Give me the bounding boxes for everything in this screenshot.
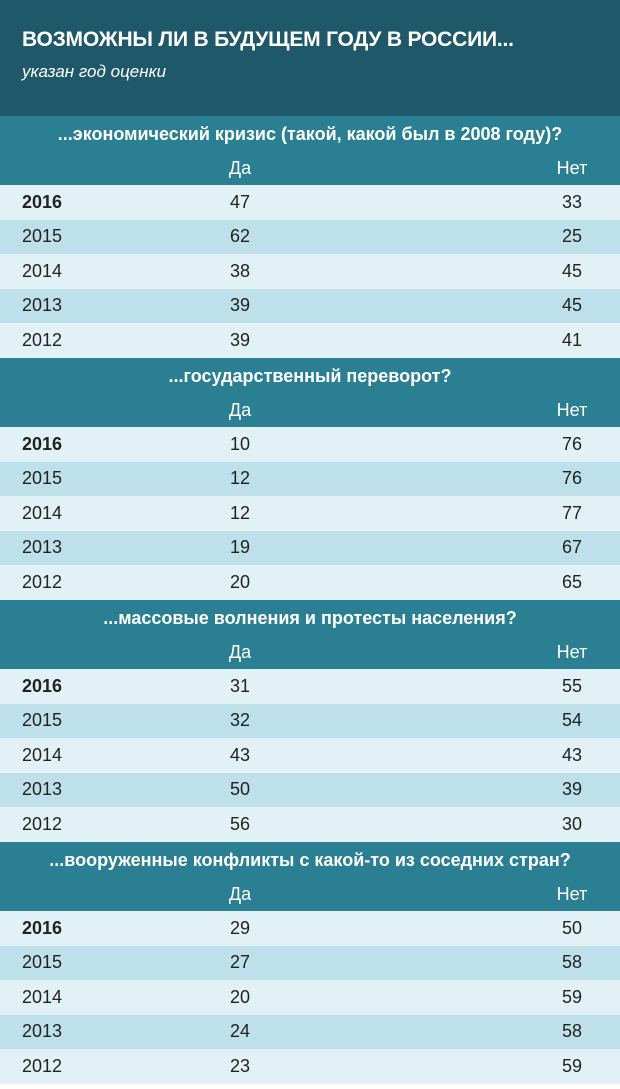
yes-value-cell: 29 bbox=[229, 917, 251, 938]
table-row bbox=[0, 289, 620, 324]
yes-value-cell: 10 bbox=[229, 433, 251, 454]
no-value-cell: 33 bbox=[561, 191, 583, 212]
year-cell: 2014 bbox=[22, 502, 63, 523]
no-value-cell: 59 bbox=[561, 1056, 583, 1076]
no-value-cell: 67 bbox=[561, 537, 583, 558]
year-cell: 2015 bbox=[22, 226, 63, 247]
no-value-cell: 76 bbox=[561, 468, 583, 489]
no-value-cell: 30 bbox=[561, 814, 583, 834]
year-cell: 2014 bbox=[22, 744, 63, 765]
table-row bbox=[0, 669, 620, 704]
yes-value-cell: 43 bbox=[229, 744, 251, 765]
year-cell: 2015 bbox=[22, 468, 63, 489]
year-cell: 2013 bbox=[22, 295, 63, 316]
table-row bbox=[0, 531, 620, 566]
year-cell: 2013 bbox=[22, 779, 63, 800]
yes-value-cell: 23 bbox=[229, 1056, 251, 1076]
year-cell: 2016 bbox=[22, 675, 63, 696]
question-title: ...массовые волнения и протесты населения? bbox=[0, 600, 620, 636]
year-cell: 2013 bbox=[22, 537, 63, 558]
question-section bbox=[0, 358, 620, 600]
no-value-cell: 58 bbox=[561, 952, 583, 973]
yes-value-cell: 62 bbox=[229, 226, 251, 247]
year-cell: 2014 bbox=[22, 986, 63, 1007]
column-header-yes: Да bbox=[228, 884, 252, 904]
question-title: ...экономический кризис (такой, какой был в 2008 году)? bbox=[0, 116, 620, 152]
table-header bbox=[0, 0, 620, 116]
year-cell: 2016 bbox=[22, 917, 63, 938]
column-header-no: Нет bbox=[556, 642, 588, 662]
yes-value-cell: 39 bbox=[229, 330, 251, 350]
yes-value-cell: 50 bbox=[229, 779, 251, 800]
no-value-cell: 45 bbox=[561, 260, 583, 281]
no-value-cell: 58 bbox=[561, 1021, 583, 1042]
table-row bbox=[0, 773, 620, 808]
no-value-cell: 41 bbox=[561, 330, 583, 350]
no-value-cell: 25 bbox=[561, 226, 583, 247]
page-title: ВОЗМОЖНЫ ЛИ В БУДУЩЕМ ГОДУ В РОССИИ... bbox=[22, 28, 514, 51]
yes-value-cell: 32 bbox=[229, 710, 251, 731]
yes-value-cell: 19 bbox=[229, 537, 251, 558]
year-cell: 2016 bbox=[22, 433, 63, 454]
question-section bbox=[0, 600, 620, 842]
yes-value-cell: 47 bbox=[229, 191, 251, 212]
no-value-cell: 50 bbox=[561, 917, 583, 938]
no-value-cell: 59 bbox=[561, 986, 583, 1007]
column-header-row bbox=[0, 152, 620, 185]
question-title: ...вооруженные конфликты с какой-то из соседних стран? bbox=[0, 842, 620, 878]
page-subtitle: указан год оценки bbox=[22, 62, 167, 81]
year-cell: 2016 bbox=[22, 191, 63, 212]
column-header-no: Нет bbox=[556, 884, 588, 904]
no-value-cell: 43 bbox=[561, 744, 583, 765]
table-row bbox=[0, 807, 620, 842]
column-header-row bbox=[0, 878, 620, 911]
year-cell: 2015 bbox=[22, 952, 63, 973]
yes-value-cell: 12 bbox=[229, 468, 251, 489]
column-header-yes: Да bbox=[228, 642, 252, 662]
table-row bbox=[0, 220, 620, 255]
table-row bbox=[0, 738, 620, 773]
column-header-yes: Да bbox=[228, 400, 252, 420]
no-value-cell: 54 bbox=[561, 710, 583, 731]
no-value-cell: 76 bbox=[561, 433, 583, 454]
yes-value-cell: 39 bbox=[229, 295, 251, 316]
year-cell: 2012 bbox=[22, 330, 63, 350]
yes-value-cell: 27 bbox=[229, 952, 251, 973]
question-title: ...государственный переворот? bbox=[0, 358, 620, 394]
table-row bbox=[0, 254, 620, 289]
column-header-no: Нет bbox=[556, 400, 588, 420]
table-row bbox=[0, 704, 620, 739]
column-header-no: Нет bbox=[556, 158, 588, 178]
no-value-cell: 55 bbox=[561, 675, 583, 696]
no-value-cell: 65 bbox=[561, 572, 583, 592]
yes-value-cell: 38 bbox=[229, 260, 251, 281]
yes-value-cell: 12 bbox=[229, 502, 251, 523]
no-value-cell: 39 bbox=[561, 779, 583, 800]
year-cell: 2012 bbox=[22, 572, 63, 592]
table-row bbox=[0, 980, 620, 1015]
table-row bbox=[0, 1049, 620, 1084]
column-header-row bbox=[0, 394, 620, 427]
table-row bbox=[0, 427, 620, 462]
no-value-cell: 45 bbox=[561, 295, 583, 316]
table-row bbox=[0, 1015, 620, 1050]
year-cell: 2014 bbox=[22, 260, 63, 281]
year-cell: 2013 bbox=[22, 1021, 63, 1042]
year-cell: 2012 bbox=[22, 814, 63, 834]
sections-container bbox=[0, 116, 620, 1084]
yes-value-cell: 20 bbox=[229, 986, 251, 1007]
question-section bbox=[0, 842, 620, 1084]
column-header-yes: Да bbox=[228, 158, 252, 178]
table-row bbox=[0, 185, 620, 220]
table-row bbox=[0, 911, 620, 946]
yes-value-cell: 20 bbox=[229, 572, 251, 592]
table-row bbox=[0, 462, 620, 497]
question-section bbox=[0, 116, 620, 358]
table-row bbox=[0, 946, 620, 981]
column-header-row bbox=[0, 636, 620, 669]
year-cell: 2012 bbox=[22, 1056, 63, 1076]
yes-value-cell: 56 bbox=[229, 814, 251, 834]
no-value-cell: 77 bbox=[561, 502, 583, 523]
year-cell: 2015 bbox=[22, 710, 63, 731]
yes-value-cell: 24 bbox=[229, 1021, 251, 1042]
table-row bbox=[0, 565, 620, 600]
table-row bbox=[0, 496, 620, 531]
table-row bbox=[0, 323, 620, 358]
yes-value-cell: 31 bbox=[229, 675, 251, 696]
